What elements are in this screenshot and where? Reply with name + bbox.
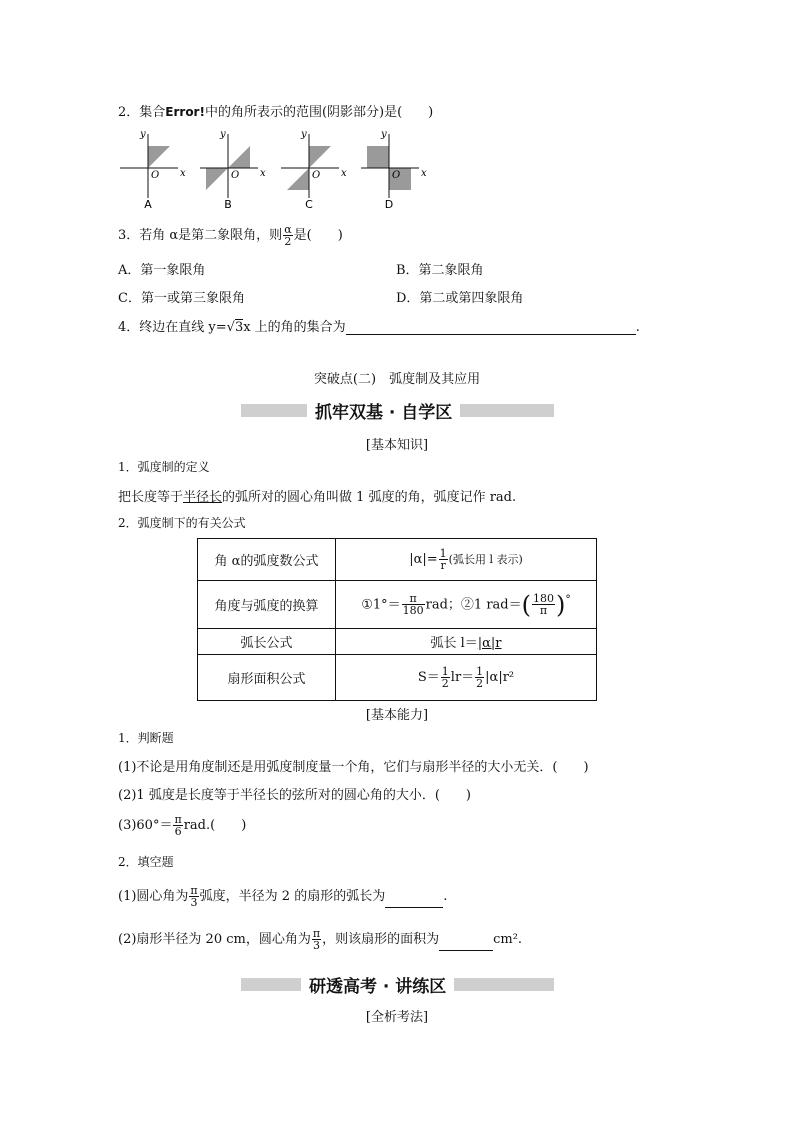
coordinate-plane [359,128,427,210]
banner-bar-left [241,978,301,991]
axis-y-label: y [301,129,307,140]
row-formula: ①1°＝ $\frac{\pi}{180}$ rad；②1 rad＝( $\frac{180}{\pi}$ )° [336,581,597,629]
option-diagram-d[interactable] [359,128,427,214]
judge-item-2: (2)1 弧度是长度等于半径长的弦所对的圆心角的大小．( ) [118,788,471,803]
fill-title: 2．填空题 [118,855,174,869]
basic-knowledge-label: [基本知识] [365,438,429,453]
judge-item-1: (1)不论是用角度制还是用弧度制度量一个角，它们与扇形半径的大小无关．( ) [118,760,589,775]
analysis-label: [全析考法] [365,1010,429,1025]
axis-x-label: x [421,168,427,179]
q3-option-a[interactable]: A．第一象限角 [118,263,206,278]
origin-label: O [392,170,401,181]
option-letter: B [224,198,232,210]
axis-x-label: x [260,168,266,179]
axis-y-label: y [381,129,387,140]
k1-definition: 把长度等于半径长的弧所对的圆心角叫做 1 弧度的角，弧度记作 rad. [118,490,517,505]
k2-title: 2．弧度制下的有关公式 [118,516,246,530]
error-text: Error! [165,105,205,119]
row-label: 弧长公式 [198,629,336,655]
option-diagram-a[interactable] [118,128,186,214]
formula-table [197,538,597,701]
banner-bar-left [241,404,307,417]
row-formula: 弧长 l＝|α|r [336,629,597,655]
q4-stem: 4．终边在直线 y=√3x 上的角的集合为 . [118,320,640,335]
banner-self-study: 抓牢双基 · 自学区 [241,397,554,423]
axis-x-label: x [341,168,347,179]
table-row [198,629,597,655]
q3-option-c[interactable]: C．第一或第三象限角 [118,291,245,306]
axis-x-label: x [180,168,186,179]
fill-2-answer-blank[interactable] [439,950,493,951]
row-formula: |α|= $\frac{1}{r}$ (弧长用 l 表示) [336,539,597,581]
option-letter: A [144,198,152,210]
alpha-over-2: $\frac{\alpha}{2}$ [284,223,292,248]
q4-answer-blank[interactable] [346,334,636,335]
option-diagram-c[interactable] [279,128,347,214]
basic-ability-label: [基本能力] [365,708,429,723]
axis-y-label: y [140,129,146,140]
axis-y-label: y [220,129,226,140]
table-row [198,539,597,581]
shaded-region [148,146,170,168]
coordinate-plane [198,128,266,210]
sqrt-sign: √ [226,320,235,335]
row-label: 角 α的弧度数公式 [198,539,336,581]
q3-option-d[interactable]: D．第二或第四象限角 [396,291,524,306]
judge-item-3: (3)60°＝ $\frac{\pi}{6}$ rad.( ) [118,813,247,838]
q3-option-b[interactable]: B．第二象限角 [396,263,484,278]
q2-stem: 2．集合Error!中的角所表示的范围(阴影部分)是( ) [118,105,434,120]
origin-label: O [312,170,321,181]
fill-item-2: (2)扇形半径为 20 cm，圆心角为 $\frac{\pi}{3}$ ，则该扇形的面积为 cm². [118,927,523,952]
fill-item-1: (1)圆心角为 $\frac{\pi}{3}$ 弧度，半径为 2 的扇形的弧长为 . [118,884,448,909]
option-letter: D [384,198,394,210]
option-diagram-b[interactable] [198,128,266,214]
fill-1-answer-blank[interactable] [385,907,443,908]
table-row [198,655,597,701]
q3-stem: 3．若角 α是第二象限角，则 $\frac{\alpha}{2}$ 是( ) [118,223,343,248]
banner-bar-right [460,404,554,417]
option-letter: C [305,198,313,210]
table-row [198,581,597,629]
row-label: 角度与弧度的换算 [198,581,336,629]
banner-bar-right [454,978,554,991]
judge-title: 1．判断题 [118,731,174,745]
origin-label: O [231,170,240,181]
k1-title: 1．弧度制的定义 [118,460,210,474]
row-label: 扇形面积公式 [198,655,336,701]
coordinate-plane [279,128,347,210]
section-title: 突破点(二) 弧度制及其应用 [313,372,481,387]
banner-exam-practice: 研透高考 · 讲练区 [241,971,554,997]
coordinate-plane [118,128,186,210]
row-formula: S＝ $\frac{1}{2}$ lr＝ $\frac{1}{2}$ |α|r² [336,655,597,701]
origin-label: O [151,170,160,181]
